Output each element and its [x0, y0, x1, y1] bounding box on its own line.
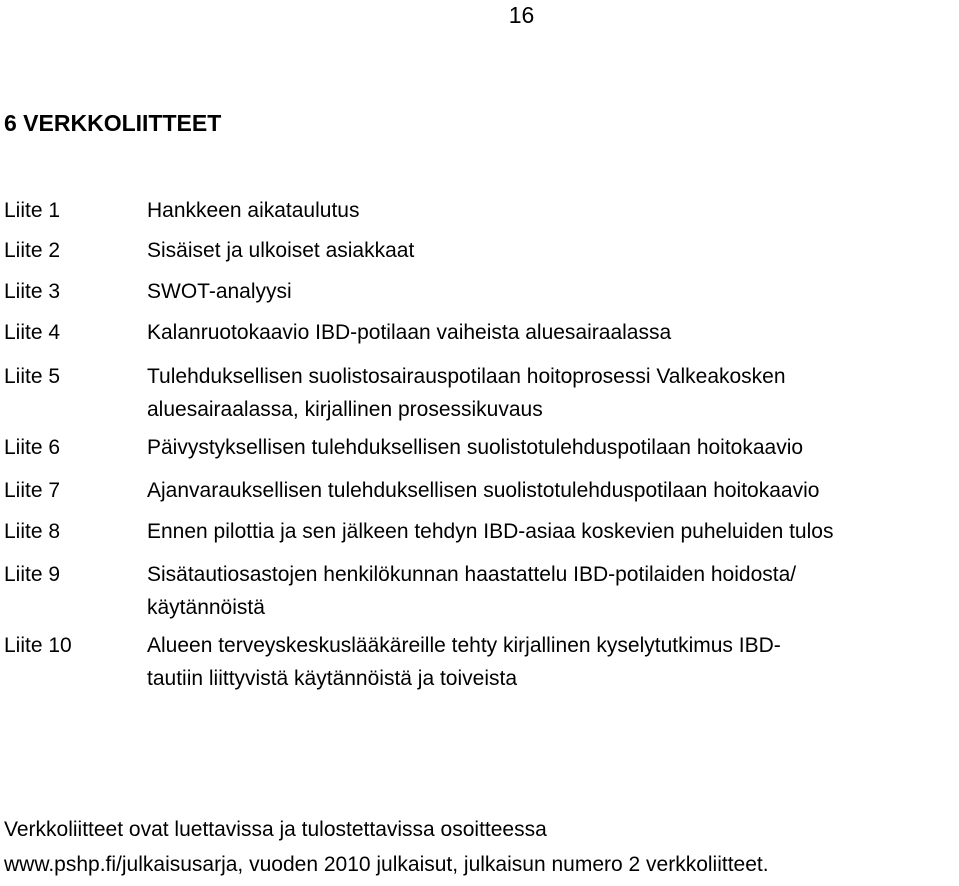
appendix-title-line: Päivystyksellisen tulehduksellisen suolistotulehduspotilaan hoitokaavio — [147, 436, 804, 459]
appendix-title-line: Tulehduksellisen suolistosairauspotilaan hoitoprosessi Valkeakosken — [147, 365, 786, 388]
appendix-title — [147, 316, 947, 349]
appendix-title — [147, 474, 947, 507]
appendix-number: Liite 8 — [4, 520, 61, 543]
appendix-title-line: Ennen pilottia ja sen jälkeen tehdyn IBD-asiaa koskevien puheluiden tulos — [147, 520, 834, 543]
page-number: 16 — [508, 2, 535, 28]
appendix-number: Liite 4 — [4, 321, 61, 344]
appendix-title — [147, 629, 947, 695]
appendix-number: Liite 3 — [4, 280, 61, 303]
appendix-title-line: SWOT-analyysi — [147, 280, 292, 303]
appendix-title-line: Ajanvarauksellisen tulehduksellisen suolistotulehduspotilaan hoitokaavio — [147, 479, 820, 502]
appendix-title — [147, 275, 947, 308]
appendix-title-line: Sisäiset ja ulkoiset asiakkaat — [147, 239, 415, 262]
appendix-title-line: Hankkeen aikataulutus — [147, 199, 360, 222]
appendix-title-line: tautiin liittyvistä käytännöistä ja toiveista — [147, 667, 518, 690]
appendix-title — [147, 558, 947, 624]
appendix-title-line: Alueen terveyskeskuslääkäreille tehty kirjallinen kyselytutkimus IBD- — [147, 634, 781, 657]
appendix-number: Liite 7 — [4, 479, 61, 502]
appendix-title-line: Kalanruotokaavio IBD-potilaan vaiheista aluesairaalassa — [147, 321, 672, 344]
appendix-title-line: käytännöistä — [147, 596, 265, 619]
footer-url-line: www.pshp.fi/julkaisusarja, vuoden 2010 julkaisut, julkaisun numero 2 verkkoliitteet. — [4, 853, 769, 876]
section-heading: 6 VERKKOLIITTEET — [4, 110, 222, 136]
appendix-title — [147, 234, 947, 267]
appendix-title — [147, 360, 947, 426]
appendix-title-line: Sisätautiosastojen henkilökunnan haastattelu IBD-potilaiden hoidosta/ — [147, 563, 797, 586]
footer-note — [4, 812, 769, 882]
appendix-title — [147, 194, 947, 227]
appendix-title — [147, 431, 947, 464]
appendix-number: Liite 2 — [4, 239, 61, 262]
appendix-number: Liite 9 — [4, 563, 61, 586]
appendix-title — [147, 515, 947, 548]
appendix-number: Liite 10 — [4, 634, 72, 657]
footer-note-line: Verkkoliitteet ovat luettavissa ja tulostettavissa osoitteessa — [4, 818, 547, 841]
appendix-number: Liite 1 — [4, 199, 61, 222]
appendix-title-line: aluesairaalassa, kirjallinen prosessikuvaus — [147, 398, 543, 421]
appendix-number: Liite 6 — [4, 436, 61, 459]
appendix-number: Liite 5 — [4, 365, 61, 388]
